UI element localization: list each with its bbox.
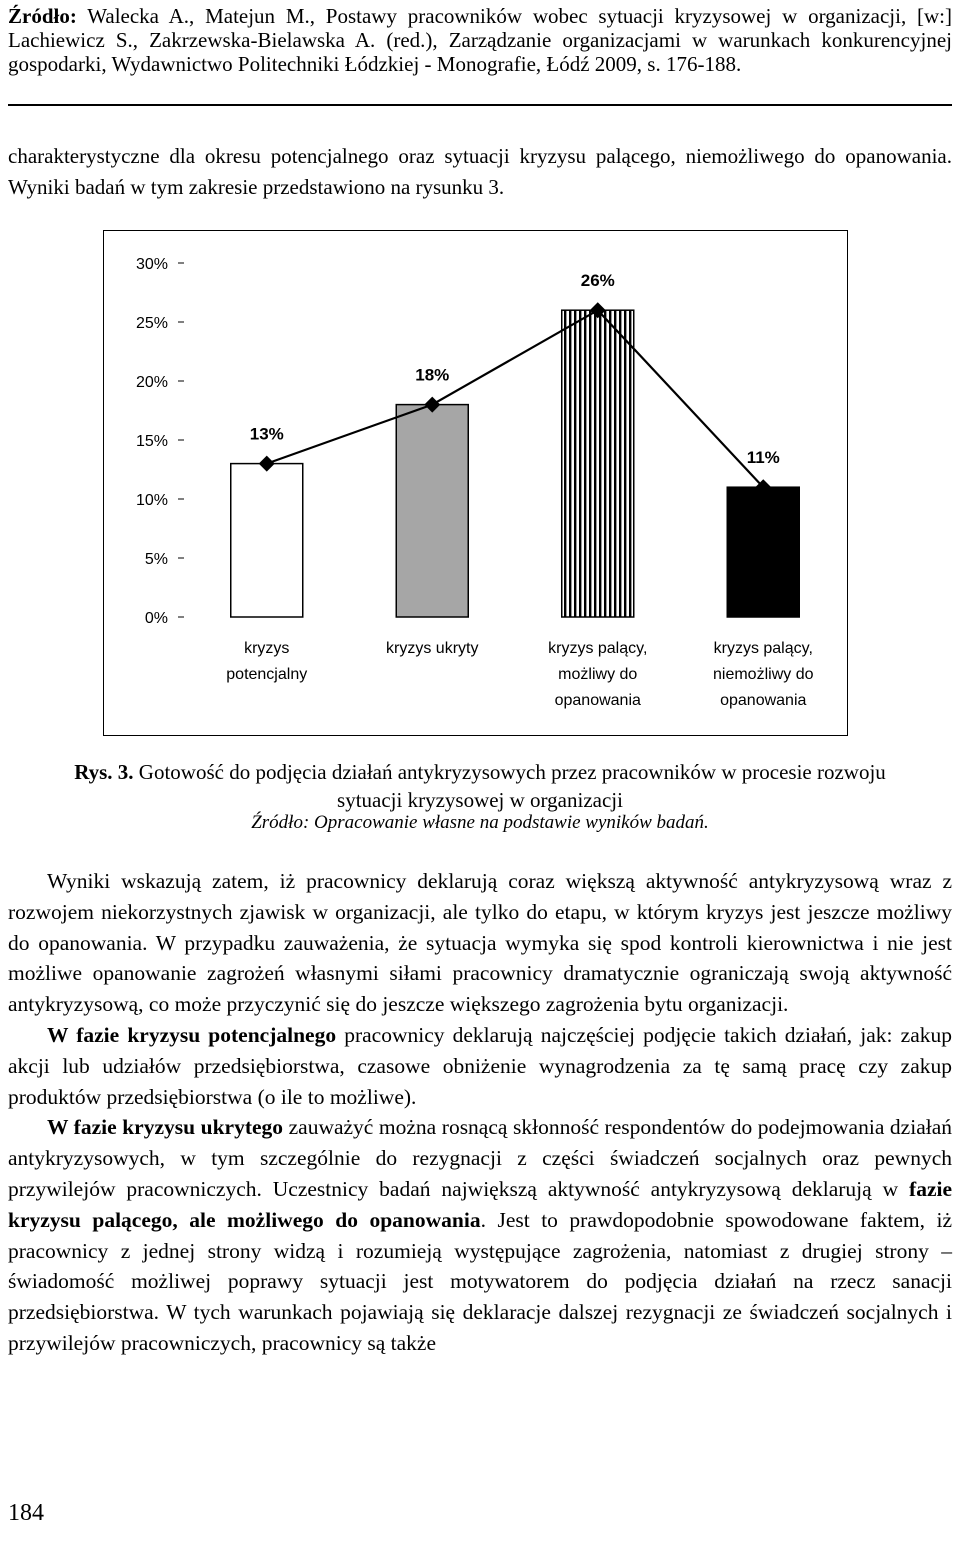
data-label: 11% xyxy=(746,448,780,468)
body-paragraph-3-text-b: . Jest to prawdopodobnie spowodowane faktem, iż pracownicy z jednej strony widzą i rozumieją występujące zagrożenia, natomiast z drugiej strony – świadomość możliwej poprawy sytuacji jest motywatorem do podjęcia działań na rzecz sanacji przedsiębiorstwa. W tych warunkach pojawiają się deklaracje dalszej rezygnacji ze świadczeń socjalnych i przywilejów pracowniczych, pracownicy są także xyxy=(8,1207,953,1355)
bar xyxy=(396,405,468,617)
data-label: 26% xyxy=(580,271,615,291)
source-note-text: Walecka A., Matejun M., Postawy pracowników wobec sytuacji kryzysowej w organizacji, [w:] Lachiewicz S., Zakrzewska-Bielawska A. (red.), Zarządzanie organizacjami w warunkach konkurencyjnej gospodarki, Wydawnictwo Politechniki Łódzkiej - Monografie, Łódź 2009, s. 176-188. xyxy=(8,4,952,76)
bar xyxy=(727,487,799,617)
y-tick-label: 20% xyxy=(135,374,168,391)
category-label: kryzys potencjalny xyxy=(226,640,308,683)
source-note xyxy=(8,4,952,76)
caption-label: Rys. 3. xyxy=(74,760,134,784)
phase-hidden-heading: W fazie kryzysu ukrytego xyxy=(47,1115,284,1140)
bar-line-chart xyxy=(104,231,847,735)
bar xyxy=(562,310,634,617)
caption-source: Źródło: Opracowanie własne na podstawie wyników badań. xyxy=(251,812,709,833)
page-number: 184 xyxy=(8,1500,44,1526)
phase-potential-heading: W fazie kryzysu potencjalnego xyxy=(47,1022,337,1047)
y-tick-label: 15% xyxy=(135,433,168,450)
chart-frame xyxy=(103,230,848,736)
caption-line1: Gotowość do podjęcia działań antykryzysowych przez pracowników w procesie rozwoju xyxy=(138,760,886,784)
body-paragraph-2-text: pracownicy deklarują najczęściej podjęcie takich działań, jak: zakup akcji lub udziałów przedsiębiorstwa, czasowe obniżenie wynagrodzenia za tę samą pracę czy zakup produktów przedsiębiorstwa (o ile to możliwe). xyxy=(8,1022,952,1109)
body-text xyxy=(8,866,952,1359)
y-tick-label: 5% xyxy=(144,551,168,568)
y-tick-label: 0% xyxy=(144,610,168,627)
phase-burning-manageable-heading: fazie kryzysu palącego, ale możliwego do opanowania xyxy=(8,1176,952,1232)
category-label: kryzys palący, niemożliwy do opanowania xyxy=(713,640,814,709)
body-paragraph-2 xyxy=(8,1020,952,1112)
data-label: 18% xyxy=(415,365,450,385)
y-tick-label: 25% xyxy=(135,315,168,332)
y-tick-label: 10% xyxy=(135,492,168,509)
category-label: kryzys ukryty xyxy=(386,640,479,657)
category-label: kryzys palący, możliwy do opanowania xyxy=(548,640,648,709)
bar xyxy=(231,464,303,617)
body-paragraph-1: Wyniki wskazują zatem, iż pracownicy deklarują coraz większą aktywność antykryzysową wraz z rozwojem niekorzystnych zjawisk w organizacji, ale tylko do etapu, w którym kryzys jest jeszcze możliwy do opanowania. W przypadku zauważenia, że sytuacja wymyka się spod kontroli kierownictwa i nie jest możliwe opanowanie zagrożeń własnymi siłami pracownicy dramatycznie ograniczają swoją aktywność antykryzysową, co może przyczynić się do jeszcze większego zagrożenia bytu organizacji. xyxy=(8,869,952,1017)
source-note-label: Źródło: xyxy=(8,4,77,28)
trend-line xyxy=(267,310,764,487)
caption-line2: sytuacji kryzysowej w organizacji xyxy=(337,788,623,812)
data-label: 13% xyxy=(249,424,284,444)
intro-paragraph: charakterystyczne dla okresu potencjalnego oraz sytuacji kryzysu palącego, niemożliwego do opanowania. Wyniki badań w tym zakresie przedstawiono na rysunku 3. xyxy=(8,144,952,199)
y-tick-label: 30% xyxy=(135,256,168,273)
body-paragraph-3 xyxy=(8,1112,952,1358)
footnote-divider xyxy=(8,104,952,106)
body-paragraph-3-text-a: zauważyć można rosnącą skłonność respondentów do podejmowania działań antykryzysowych, w tym szczególnie do rezygnacji z części świadczeń socjalnych oraz pewnych przywilejów pracowniczych. Uczestnicy badań największą aktywność antykryzysową deklarują w xyxy=(8,1115,953,1201)
figure-caption xyxy=(8,758,952,814)
